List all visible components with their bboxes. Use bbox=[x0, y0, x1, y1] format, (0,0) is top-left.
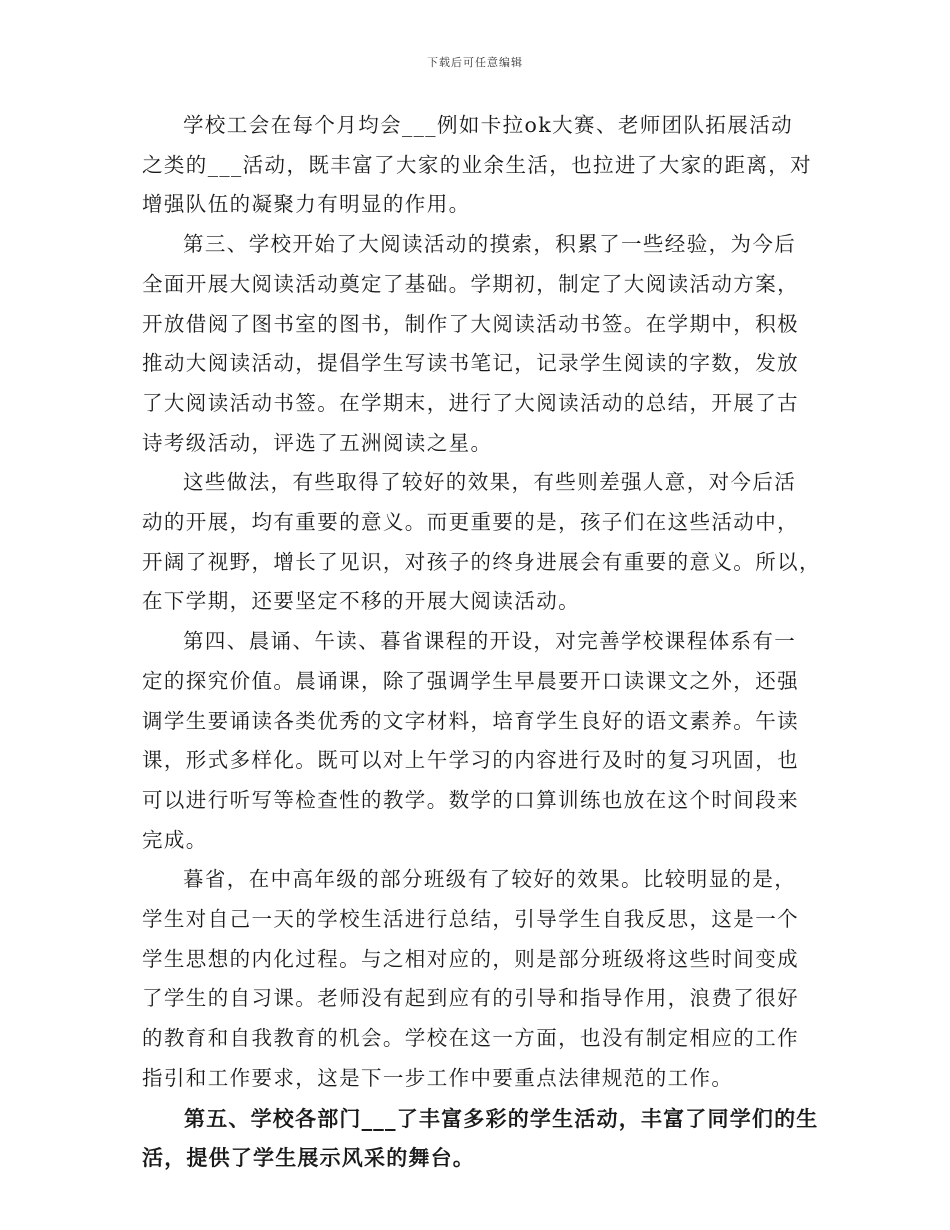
text-line: 可以进行听写等检查性的教学。数学的口算训练也放在这个时间段来 bbox=[142, 787, 799, 812]
text-line: 开阔了视野，增长了见识，对孩子的终身进展会有重要的意义。所以， bbox=[142, 549, 821, 574]
text-line: 学生对自己一天的学校生活进行总结，引导学生自我反思，这是一个 bbox=[142, 907, 799, 932]
text-line: 开放借阅了图书室的图书，制作了大阅读活动书签。在学期中，积极 bbox=[142, 311, 799, 336]
text-line: 调学生要诵读各类优秀的文字材料，培育学生良好的语文素养。午读 bbox=[142, 708, 799, 733]
text-line: 第四、晨诵、午读、暮省课程的开设，对完善学校课程体系有一 bbox=[183, 629, 797, 654]
paragraph-reading-program bbox=[142, 225, 814, 463]
text-line: 学校工会在每个月均会___例如卡拉ok大赛、老师团队拓展活动 bbox=[183, 113, 794, 137]
text-line: 活，提供了学生展示风采的舞台。 bbox=[142, 1145, 475, 1171]
text-line: 之类的___活动，既丰富了大家的业余生活，也拉进了大家的距离，对 bbox=[142, 152, 813, 177]
text-line: 暮省，在中高年级的部分班级有了较好的效果。比较明显的是， bbox=[183, 867, 797, 892]
text-line: 课，形式多样化。既可以对上午学习的内容进行及时的复习巩固，也 bbox=[142, 748, 799, 773]
text-line: 诗考级活动，评选了五洲阅读之星。 bbox=[142, 430, 493, 455]
text-line: 完成。 bbox=[142, 827, 208, 852]
paragraph-union-activities bbox=[142, 106, 814, 225]
text-line: 动的开展，均有重要的意义。而更重要的是，孩子们在这些活动中， bbox=[142, 510, 799, 535]
text-line: 定的探究价值。晨诵课，除了强调学生早晨要开口读课文之外，还强 bbox=[142, 668, 799, 693]
page-header: 下载后可任意编辑 bbox=[427, 56, 523, 69]
text-line: 学生思想的内化过程。与之相对应的，则是部分班级将这些时间变成 bbox=[142, 946, 799, 971]
text-line: 第五、学校各部门___了丰富多彩的学生活动，丰富了同学们的生 bbox=[184, 1105, 819, 1131]
text-line: 第三、学校开始了大阅读活动的摸索，积累了一些经验，为今后 bbox=[183, 232, 797, 257]
paragraph-reflection bbox=[142, 463, 821, 622]
text-line: 这些做法，有些取得了较好的效果，有些则差强人意，对今后活 bbox=[183, 470, 797, 495]
text-line: 增强队伍的凝聚力有明显的作用。 bbox=[142, 192, 471, 217]
document-body bbox=[142, 106, 821, 1178]
paragraph-student-activities bbox=[142, 1099, 819, 1178]
text-line: 的教育和自我教育的机会。学校在这一方面，也没有制定相应的工作 bbox=[142, 1026, 799, 1051]
text-line: 了学生的自习课。老师没有起到应有的引导和指导作用，浪费了很好 bbox=[142, 986, 799, 1011]
paragraph-courses bbox=[142, 622, 814, 860]
text-line: 了大阅读活动书签。在学期末，进行了大阅读活动的总结，开展了古 bbox=[142, 390, 799, 415]
text-line: 在下学期，还要坚定不移的开展大阅读活动。 bbox=[142, 589, 580, 614]
text-line: 指引和工作要求，这是下一步工作中要重点法律规范的工作。 bbox=[142, 1065, 734, 1090]
text-line: 全面开展大阅读活动奠定了基础。学期初，制定了大阅读活动方案， bbox=[142, 271, 799, 296]
text-line: 推动大阅读活动，提倡学生写读书笔记，记录学生阅读的字数，发放 bbox=[142, 351, 799, 376]
paragraph-evening-review bbox=[142, 860, 814, 1098]
